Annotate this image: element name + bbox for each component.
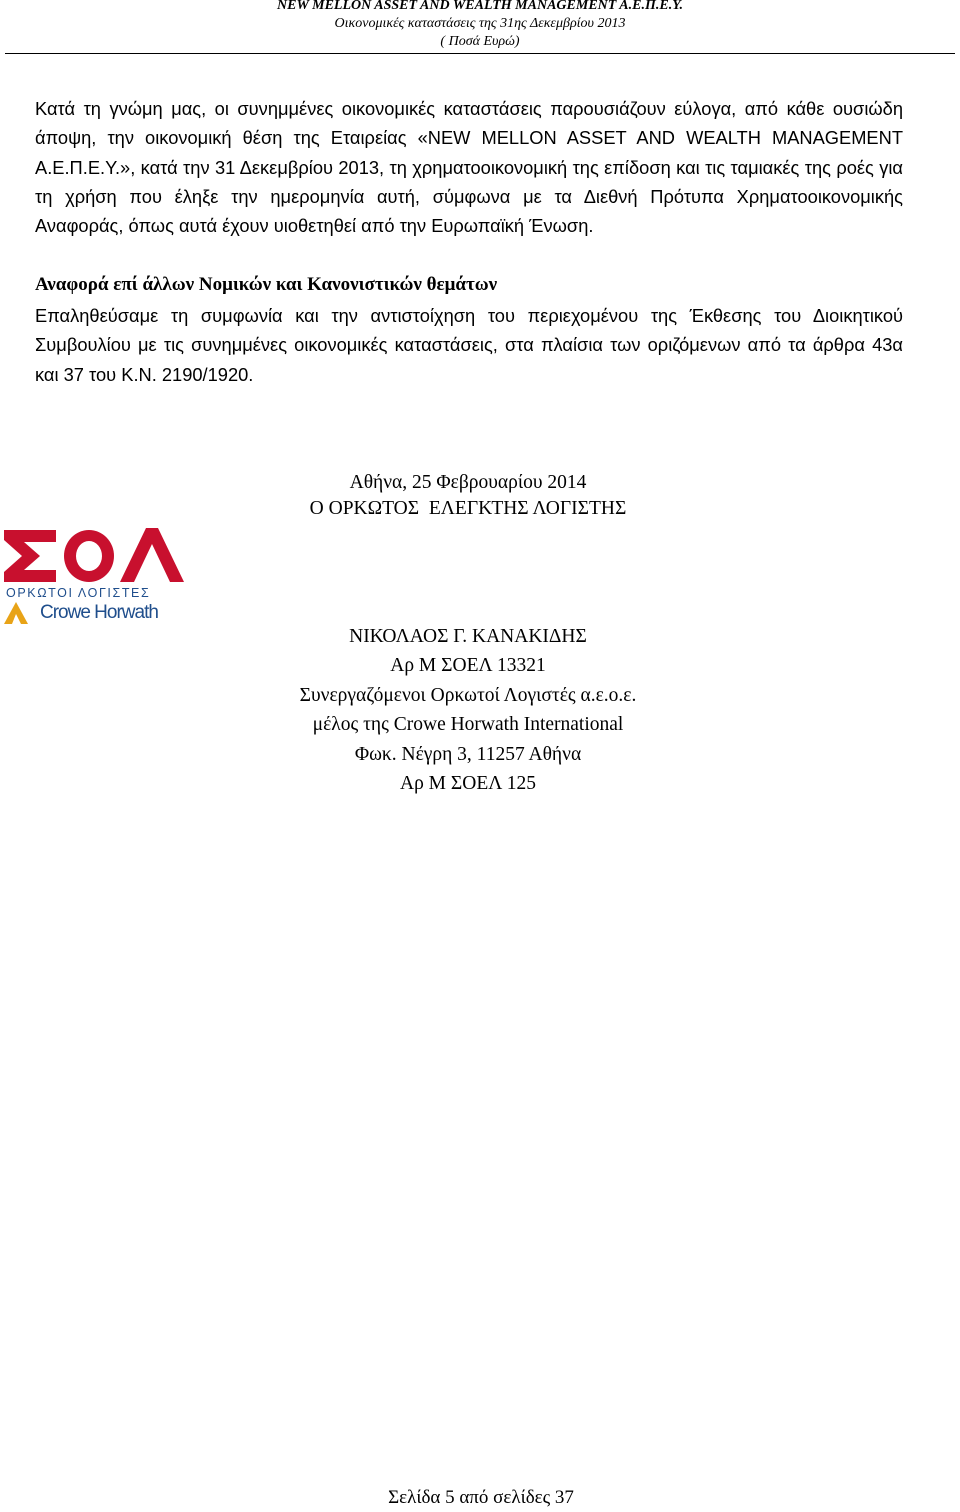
header-divider	[5, 53, 955, 54]
header-title: NEW MELLON ASSET AND WEALTH MANAGEMENT A.E.Π.Ε.Υ.	[277, 0, 683, 13]
signature-firm: Συνεργαζόμενοι Ορκωτοί Λογιστές α.ε.ο.ε.	[299, 685, 637, 706]
logo-partner: Crowe Horwath	[40, 602, 158, 623]
header-currency: ( Ποσά Ευρώ)	[440, 34, 520, 49]
other-matters-text: Επαληθεύσαμε τη συμφωνία και την αντιστοίχηση του περιεχομένου της Έκθεσης του Διοικητικού Συμβουλίου με τις συνημμένες οικονομικές καταστάσεις, στα πλαίσια των οριζόμενων από τα άρθρα 43α και 37 του Κ.Ν. 2190/1920.	[35, 305, 903, 385]
signature-name: ΝΙΚΟΛΑΟΣ Γ. ΚΑΝΑΚΙΔΗΣ	[349, 626, 587, 647]
sol-mark	[4, 528, 184, 582]
signature-role: Ο ΟΡΚΩΤΟΣ ΕΛΕΓΚΤΗΣ ΛΟΓΙΣΤΗΣ	[309, 498, 627, 519]
signature-firm-reg: Αρ Μ ΣΟΕΛ 125	[399, 773, 536, 794]
opinion-paragraph: Κατά τη γνώμη μας, οι συνημμένες οικονομικές καταστάσεις παρουσιάζουν εύλογα, από κάθε ουσιώδη άποψη, την οικονομική θέση της Εταιρείας «NEW MELLON ASSET AND WEALTH MANAGEMENT A.E.Π.Ε.Υ.», κατά την 31 Δεκεμβρίου 2013, τη χρηματοοικονομική της επίδοση και τις ταμιακές της ροές για τη χρήση που έληξε την ημερομηνία αυτή, σύμφωνα με τα Διεθνή Πρότυπα Χρηματοοικονομικής Αναφοράς, όπως αυτά έχουν υιοθετηθεί από την Ευρωπαϊκή Ένωση.	[35, 98, 903, 237]
signature-reg-number: Αρ Μ ΣΟΕΛ 13321	[390, 655, 546, 676]
signature-address: Φωκ. Νέγρη 3, 11257 Αθήνα	[354, 744, 582, 765]
signature-place-date: Αθήνα, 25 Φεβρουαρίου 2014	[349, 472, 587, 493]
crowe-leaf-icon	[4, 602, 28, 624]
logo-tagline: ΟΡΚΩΤΟΙ ΛΟΓΙΣΤΕΣ	[6, 586, 151, 600]
signature-membership: μέλος της Crowe Horwath International	[312, 714, 624, 735]
sol-crowe-horwath-logo	[0, 520, 190, 630]
other-matters-heading: Αναφορά επί άλλων Νομικών και Κανονιστικών θεμάτων	[35, 274, 498, 295]
page-number: Σελίδα 5 από σελίδες 37	[388, 1487, 574, 1508]
header-subtitle: Οικονομικές καταστάσεις της 31ης Δεκεμβρίου 2013	[334, 16, 626, 31]
